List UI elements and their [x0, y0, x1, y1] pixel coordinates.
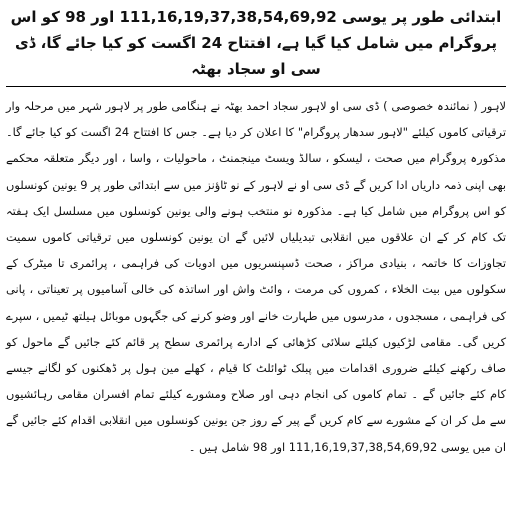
article-body: لاہور ( نمائندہ خصوصی ) ڈی سی او لاہور سجاد احمد بھٹہ نے ہنگامی طور پر لاہور شہر میں مرحلہ وار ترقیاتی کاموں کیلئے "لاہور سدھار پروگرام" کا اعلان کر دیا ہے۔ جس کا افتتاح 24 اگست کو کیا جائے گا۔ مذکورہ پروگرام میں صحت ، لیسکو ، سالڈ ویسٹ مینجمنٹ ، ماحولیات ، واسا ، اور دیگر متعلقہ محکمے بھی اپنی ذمہ داریاں ادا کریں گے ڈی سی او نے لاہور کے نو ٹاؤنز میں سے ابتدائی طور پر 9 یونین کونسلوں کو اس پروگرام میں شامل کیا ہے۔ مذکورہ نو منتخب ہونے والی یونین کونسلوں میں مسلسل ایک ہفتہ تک کام کر کے ان علاقوں میں انقلابی تبدیلیاں لائیں گے ان یونین کونسلوں میں ترقیاتی کاموں سمیت تجاوزات کا خاتمہ ، بنیادی مراکز ، صحت ڈسپنسریوں میں ادویات کی فراہمی ، پرائمری تا میٹرک کے سکولوں میں بیت الخلاء ، کمروں کی مرمت ، وائٹ واش اور اساتذہ کی خالی آسامیوں پر تعیناتی ، پانی کی فراہمی ، مسجدوں ، مدرسوں میں طہارت خانے اور وضو کرنے کی جگہوں موبائل ہیلتھ ٹیمیں ، سپرے کریں گی۔ مقامی لڑکیوں کیلئے سلائی کڑھائی کے ادارے پرائمری سطح پر قائم کئے جائیں گے ماحول کو صاف رکھنے کیلئے ضروری اقدامات میں پبلک ٹوائلٹ کا قیام ، کھلے مین ہول پر ڈھکنوں کو لگانے جیسے کام کئے جائیں گے ۔ تمام کاموں کی انجام دہی اور صلاح ومشورے کیلئے تمام افسران مقامی رہائشیوں سے مل کر ان کے مشورے سے کام کریں گے پیر کے روز جن یونین کونسلوں میں انقلابی اقدام کئے جائیں گے ان میں یوسی 111,16,19,37,38,54,69,92 اور 98 شامل ہیں ۔ [6, 99, 506, 454]
article-headline: ابتدائی طور پر یوسی 111,16,19,37,38,54,69,92 اور 98 کو اس پروگرام میں شامل کیا گیا ہے، افتتاح 24 اگست کو کیا جائے گا، ڈی سی او سجاد بھٹہ [10, 8, 502, 78]
news-article [6, 4, 506, 522]
headline-divider [6, 86, 506, 87]
